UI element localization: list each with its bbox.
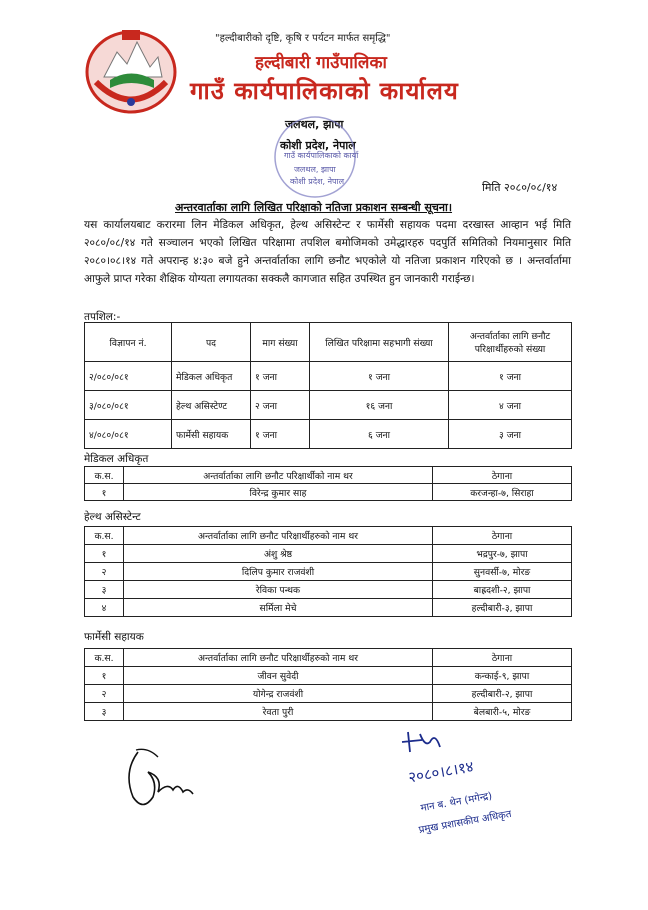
table-row xyxy=(85,391,572,420)
table-cell: १ जना xyxy=(251,362,310,391)
table-header-row xyxy=(85,649,572,667)
notice-body: यस कार्यालयबाट करारमा लिन मेडिकल अधिकृत, हेल्थ असिस्टेन्ट र फार्मेसी सहायक पदमा दरखास्त आव्हान भई मिति २०८०/०८/१४ गते सञ्चालन भएको लिखित परिक्षामा तपशिल बमोजिमको उमेद्धारहरु पदपुर्ति समितिको नियमानुसार मिति २०८०।०८।१४ गते अपरान्ह ४:३० बजे हुने अन्तर्वार्ताका लागि छनौट भएकोले यो नतिजा प्रकाशन गरिएको छ । अन्तर्वार्तामा आफुले प्राप्त गरेका शैक्षिक योग्यता लगायतका सक्कलै कागजात सहित उपस्थित हुन जानकारी गराईन्छ। xyxy=(84,219,571,285)
col-header: लिखित परिक्षामा सहभागी संख्या xyxy=(310,323,449,362)
table-header-row xyxy=(85,467,572,484)
table-cell: ४ xyxy=(85,599,124,617)
table-cell: सुनवर्सी-७, मोरङ xyxy=(433,563,572,581)
medical-section-title: मेडिकल अधिकृत xyxy=(84,453,149,465)
pharmacy-table xyxy=(84,648,572,721)
table-cell: १६ जना xyxy=(310,391,449,420)
table-cell: रेवता पुरी xyxy=(124,703,433,721)
table-cell: विरेन्द्र कुमार साह xyxy=(124,484,433,501)
table-cell: योगेन्द्र राजवंशी xyxy=(124,685,433,703)
table-cell: बाह्रदशी-२, झापा xyxy=(433,581,572,599)
office-stamp xyxy=(270,112,360,202)
table-cell: मेडिकल अधिकृत xyxy=(172,362,251,391)
motto: "हल्दीबारीको दृष्टि, कृषि र पर्यटन मार्फत समृद्धि" xyxy=(215,33,391,44)
col-header: अन्तर्वार्ताका लागि छनौट परिक्षार्थीहरुको नाम थर xyxy=(124,649,433,667)
col-header: क.स. xyxy=(85,467,124,484)
table-cell: बेलबारी-५, मोरङ xyxy=(433,703,572,721)
right-signature-block xyxy=(390,722,540,842)
table-cell: जीवन सुवेदी xyxy=(124,667,433,685)
left-signature xyxy=(118,742,198,817)
table-header-row xyxy=(85,527,572,545)
office-title: गाउँ कार्यपालिकाको कार्यालय xyxy=(190,77,459,105)
table-row xyxy=(85,563,572,581)
summary-table xyxy=(84,322,572,449)
table-row xyxy=(85,599,572,617)
table-row xyxy=(85,484,572,501)
table-cell: ४/०८०/०८१ xyxy=(85,420,172,449)
col-header: अन्तर्वार्ताका लागि छनौट परिक्षार्थीको नाम थर xyxy=(124,467,433,484)
table-row xyxy=(85,420,572,449)
signer-title: प्रमुख प्रशासकीय अधिकृत xyxy=(418,808,513,837)
pharmacy-section-title: फार्मेसी सहायक xyxy=(84,631,144,643)
table-cell: २ xyxy=(85,685,124,703)
col-header: ठेगाना xyxy=(433,649,572,667)
col-header: अन्तर्वार्ताका लागि छनौट परिक्षार्थीहरुको नाम थर xyxy=(124,527,433,545)
table-cell: २ जना xyxy=(251,391,310,420)
table-cell: हल्दीबारी-३, झापा xyxy=(433,599,572,617)
table-row xyxy=(85,685,572,703)
table-cell: ६ जना xyxy=(310,420,449,449)
municipality-name: हल्दीबारी गाउँपालिका xyxy=(255,53,387,73)
table-cell: १ जना xyxy=(310,362,449,391)
table-cell: १ जना xyxy=(449,362,572,391)
table-cell: सर्मिला मेचे xyxy=(124,599,433,617)
table-cell: १ जना xyxy=(251,420,310,449)
table-header-row xyxy=(85,323,572,362)
table-cell: २/०८०/०८१ xyxy=(85,362,172,391)
col-header: ठेगाना xyxy=(433,527,572,545)
table-cell: ३ xyxy=(85,581,124,599)
table-cell: रेविका पन्थक xyxy=(124,581,433,599)
table-row xyxy=(85,703,572,721)
table-cell: ३ जना xyxy=(449,420,572,449)
address-line-1: जलथल, झापा xyxy=(285,118,344,131)
table-cell: दिलिप कुमार राजवंशी xyxy=(124,563,433,581)
table-cell: फार्मेसी सहायक xyxy=(172,420,251,449)
col-header: पद xyxy=(172,323,251,362)
medical-table xyxy=(84,466,572,501)
nepal-emblem-logo xyxy=(82,22,180,116)
stamp-line-3: कोशी प्रदेश, नेपाल xyxy=(290,177,345,186)
table-cell: ४ जना xyxy=(449,391,572,420)
table-cell: हल्दीबारी-२, झापा xyxy=(433,685,572,703)
stamp-line-1: गाउँ कार्यपालिकाको कार्या xyxy=(284,151,359,160)
col-header: क.स. xyxy=(85,527,124,545)
table-cell: हेल्थ असिस्टेण्ट xyxy=(172,391,251,420)
health-table xyxy=(84,526,572,617)
stamp-line-2: जलथल, झापा xyxy=(294,165,336,174)
address-line-2: कोशी प्रदेश, नेपाल xyxy=(280,139,356,152)
table-cell: कन्काई-९, झापा xyxy=(433,667,572,685)
table-row xyxy=(85,581,572,599)
health-section-title: हेल्थ असिस्टेन्ट xyxy=(84,511,141,523)
table-row xyxy=(85,362,572,391)
table-row xyxy=(85,545,572,563)
notice-subject: अन्तरवार्ताका लागि लिखित परिक्षाको नतिजा प्रकाशन सम्बन्धी सूचना। xyxy=(175,201,453,214)
col-header: ठेगाना xyxy=(433,467,572,484)
col-header: माग संख्या xyxy=(251,323,310,362)
table-cell: ३ xyxy=(85,703,124,721)
table-cell: १ xyxy=(85,545,124,563)
table-row xyxy=(85,667,572,685)
signature-date: २०८०।८।१४ xyxy=(406,757,476,787)
table-cell: १ xyxy=(85,667,124,685)
notice-date: मिति २०८०/०८/१४ xyxy=(482,181,558,194)
table-cell: भद्रपुर-७, झापा xyxy=(433,545,572,563)
table-cell: करजन्हा-७, सिराहा xyxy=(433,484,572,501)
tapasil-label: तपशिल:- xyxy=(84,311,121,323)
table-cell: २ xyxy=(85,563,124,581)
table-cell: ३/०८०/०८१ xyxy=(85,391,172,420)
signer-name: मान ब. थेन (मगेन्द्र) xyxy=(419,790,493,815)
table-cell: अंशु श्रेष्ठ xyxy=(124,545,433,563)
col-header: क.स. xyxy=(85,649,124,667)
col-header: विज्ञापन नं. xyxy=(85,323,172,362)
col-header: अन्तर्वार्ताका लागि छनौट परिक्षार्थीहरुको संख्या xyxy=(449,323,572,362)
table-cell: १ xyxy=(85,484,124,501)
